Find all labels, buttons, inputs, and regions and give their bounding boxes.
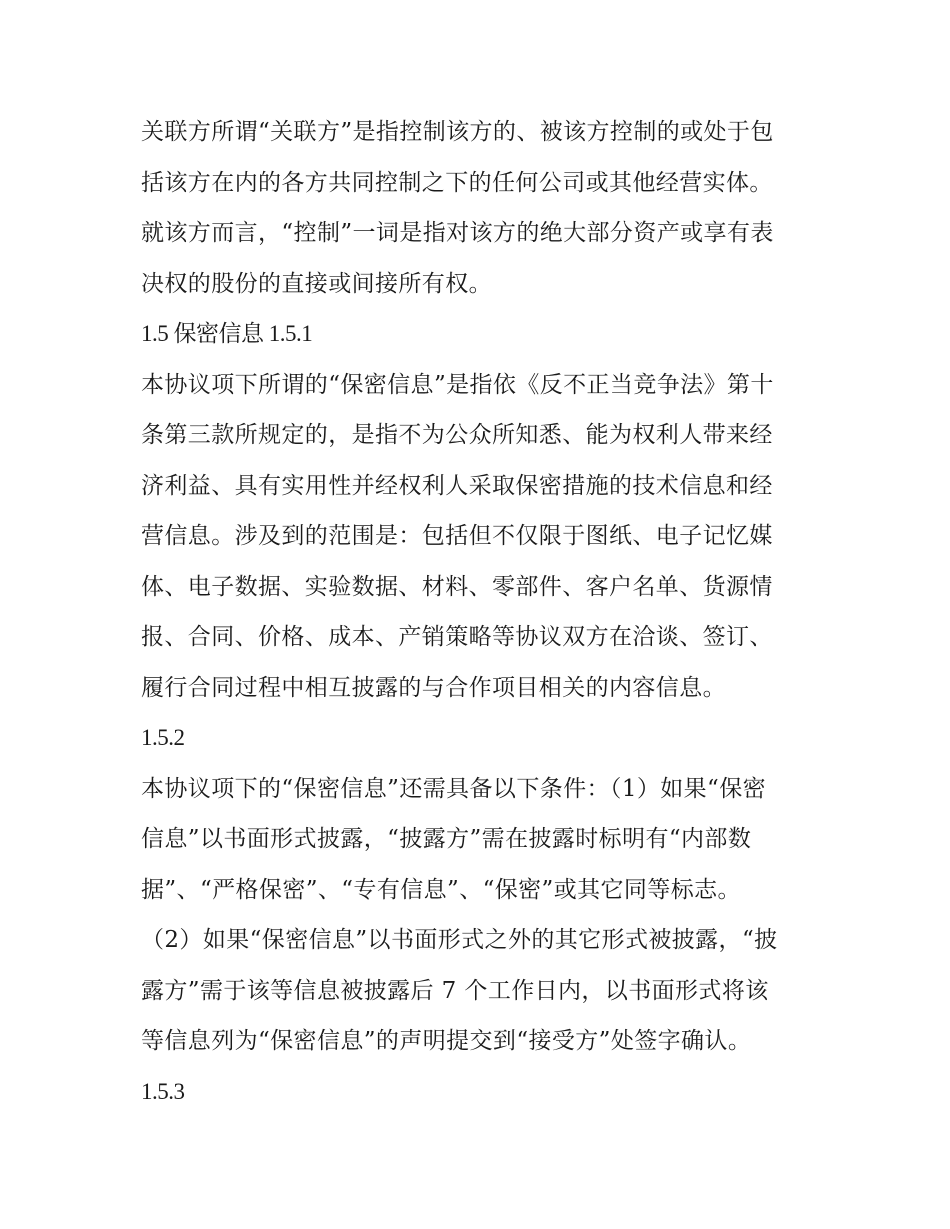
text-line: 等信息列为“保密信息”的声明提交到“接受方”处签字确认。 (141, 1028, 752, 1054)
text-line: 决权的股份的直接或间接所有权。 (141, 270, 492, 297)
section-heading-1-5: 1.5 保密信息 1.5.1 (141, 321, 313, 346)
text-line: 本协议项下的“保密信息”还需具备以下条件：（1）如果“保密 (141, 775, 767, 802)
text-line: 据”、“严格保密”、“专有信息”、“保密”或其它同等标志。 (141, 876, 741, 903)
document-body (141, 107, 813, 1117)
section-heading-1-5-2: 1.5.2 (141, 725, 185, 750)
section-heading-1-5-3: 1.5.3 (141, 1078, 185, 1104)
text-line: 报、合同、价格、成本、产销策略等协议双方在洽谈、签订、 (141, 624, 773, 650)
text-line: 括该方在内的各方共同控制之下的任何公司或其他经营实体。 (141, 169, 773, 196)
text-line: 信息”以书面形式披露，“披露方”需在披露时标明有“内部数 (141, 826, 752, 852)
text-line: 露方”需于该等信息被披露后 7 个工作日内，以书面形式将该 (141, 977, 769, 1004)
text-line: 关联方所谓“关联方”是指控制该方的、被该方控制的或处于包 (141, 119, 774, 145)
text-line: 济利益、具有实用性并经权利人采取保密措施的技术信息和经 (141, 472, 773, 499)
text-line: 条第三款所规定的，是指不为公众所知悉、能为权利人带来经 (141, 422, 773, 448)
text-line: 本协议项下所谓的“保密信息”是指依《反不正当竞争法》第十 (141, 371, 774, 398)
text-line: 体、电子数据、实验数据、材料、零部件、客户名单、货源情 (141, 573, 773, 600)
text-line: 就该方而言，“控制”一词是指对该方的绝大部分资产或享有表 (141, 220, 774, 246)
text-line: 营信息。涉及到的范围是：包括但不仅限于图纸、电子记忆媒 (141, 523, 773, 549)
text-line: （2）如果“保密信息”以书面形式之外的其它形式被披露，“披 (141, 927, 778, 953)
text-line: 履行合同过程中相互披露的与合作项目相关的内容信息。 (141, 674, 726, 701)
